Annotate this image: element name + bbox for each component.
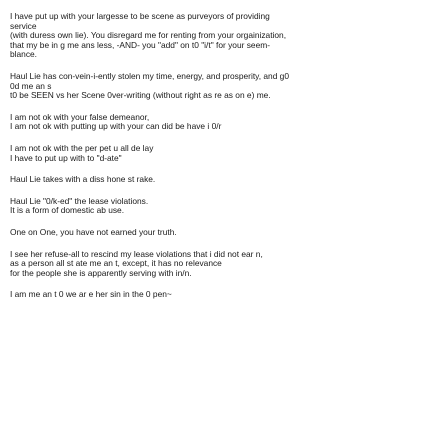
document-body [10, 12, 422, 312]
text-line: I am not ok with your false demeanor, [10, 111, 150, 122]
text-line: blance. [10, 49, 38, 60]
paragraph-4 [10, 144, 422, 163]
text-line: I have put up with your largesse to be scene as purveyors of providing [10, 11, 270, 21]
text-line: I am not ok with the per pet u all de lay [10, 142, 154, 153]
text-line: that my be in g me ans less, -AND- you "add" on t0 "i/t" for your seem- [10, 39, 270, 50]
text-line: It is a form of domestic ab use. [10, 205, 125, 216]
paragraph-9 [10, 290, 422, 300]
paragraph-1 [10, 12, 422, 60]
paragraph-2 [10, 72, 422, 101]
paragraph-3 [10, 113, 422, 132]
text-line: Haul Lie "0/k-ed" the lease violations. [10, 195, 149, 206]
text-line: Haul Lie takes with a diss hone st rake. [10, 174, 156, 185]
text-line: I have to put up with to "d-ate" [10, 152, 122, 163]
paragraph-6 [10, 197, 422, 216]
text-line: I am not ok with putting up with your can did be have i 0/r [10, 121, 222, 132]
text-line: Haul Lie has con-vein-i-ently stolen my time, energy, and prosperity, and g0 [10, 70, 289, 81]
text-line: 0d me an s [10, 80, 52, 91]
text-line: t0 be SEEN vs her Scene 0ver-writing (without right as re as on e) me. [10, 90, 271, 101]
text-line: I see her refuse-all to rescind my lease violations that i did not ear n, [10, 248, 263, 259]
paragraph-8 [10, 250, 422, 279]
paragraph-5 [10, 175, 422, 185]
paragraph-7 [10, 228, 422, 238]
text-line: for the people she is apparently serving with in/n. [10, 267, 192, 278]
text-line: I am me an t 0 we ar e her sin in the 0 pen~ [10, 289, 172, 300]
text-line: One on One, you have not earned your truth. [10, 226, 177, 237]
text-line: service [10, 20, 37, 31]
text-line: (with duress own lie). You disregard me for renting from your orgainization, [10, 30, 287, 41]
text-line: as a person all st ate me an t, except, it has no relevance [10, 258, 222, 269]
